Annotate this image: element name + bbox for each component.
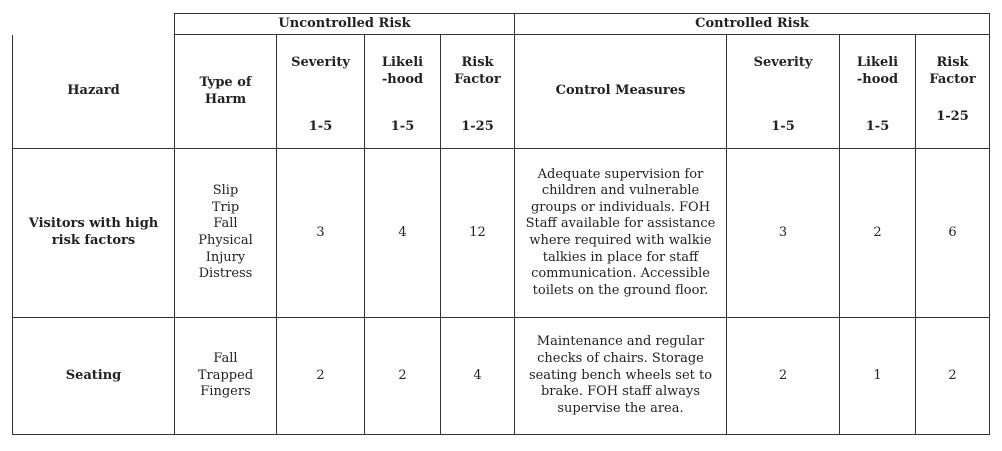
controlled-severity-label: Severity — [753, 55, 813, 70]
type-of-harm-header — [175, 35, 277, 149]
hazard-cell: Seating — [13, 318, 175, 435]
controlled-risk-factor-range: 1-25 — [936, 109, 969, 125]
uncontrolled-severity-range: 1-5 — [308, 119, 333, 135]
controlled-likelihood-range: 1-5 — [865, 119, 890, 135]
uncontrolled-risk-factor-label: Risk Factor — [454, 55, 501, 87]
uncontrolled-risk-header: Uncontrolled Risk — [175, 14, 515, 35]
control-measures-header: Control Measures — [515, 35, 727, 149]
uncontrolled-severity-label: Severity — [291, 55, 350, 70]
uncontrolled-severity-cell: 2 — [277, 318, 365, 435]
uncontrolled-risk-factor-cell: 12 — [441, 149, 515, 318]
harm-cell: Fall Trapped Fingers — [175, 318, 277, 435]
control-measures-cell: Adequate supervision for children and vulnerable groups or individuals. FOH Staff available for assistance where required with walkie talkies in place for staff communication. Accessible toilets on the ground floor. — [515, 149, 727, 318]
hazard-header: Hazard — [13, 35, 175, 149]
risk-assessment-table — [12, 13, 990, 435]
controlled-risk-factor-cell: 2 — [916, 318, 990, 435]
controlled-risk-factor-header — [916, 35, 990, 149]
uncontrolled-likelihood-cell: 2 — [365, 318, 441, 435]
controlled-severity-range: 1-5 — [771, 119, 795, 135]
uncontrolled-likelihood-header — [365, 35, 441, 149]
uncontrolled-likelihood-label: Likeli -hood — [381, 55, 424, 87]
type-of-harm-label: Type of Harm — [199, 74, 252, 107]
control-measures-cell: Maintenance and regular checks of chairs. Storage seating bench wheels set to brake. FOH staff always supervise the area. — [515, 318, 727, 435]
table-row — [13, 318, 990, 435]
blank-corner-cell — [13, 14, 175, 35]
controlled-likelihood-label: Likeli -hood — [856, 55, 899, 87]
controlled-risk-header: Controlled Risk — [515, 14, 990, 35]
controlled-likelihood-header — [840, 35, 916, 149]
uncontrolled-severity-cell: 3 — [277, 149, 365, 318]
controlled-likelihood-cell: 1 — [840, 318, 916, 435]
hazard-cell: Visitors with high risk factors — [13, 149, 175, 318]
uncontrolled-severity-header — [277, 35, 365, 149]
harm-cell: Slip Trip Fall Physical Injury Distress — [175, 149, 277, 318]
controlled-severity-cell: 2 — [727, 318, 840, 435]
uncontrolled-likelihood-cell: 4 — [365, 149, 441, 318]
table-row — [13, 149, 990, 318]
controlled-risk-factor-label: Risk Factor — [929, 55, 976, 87]
controlled-severity-header — [727, 35, 840, 149]
controlled-risk-factor-cell: 6 — [916, 149, 990, 318]
group-header-row — [13, 14, 990, 35]
uncontrolled-risk-factor-cell: 4 — [441, 318, 515, 435]
controlled-severity-cell: 3 — [727, 149, 840, 318]
uncontrolled-likelihood-range: 1-5 — [390, 119, 415, 135]
controlled-likelihood-cell: 2 — [840, 149, 916, 318]
uncontrolled-risk-factor-header — [441, 35, 515, 149]
column-header-row — [13, 35, 990, 149]
uncontrolled-risk-factor-range: 1-25 — [461, 119, 494, 135]
